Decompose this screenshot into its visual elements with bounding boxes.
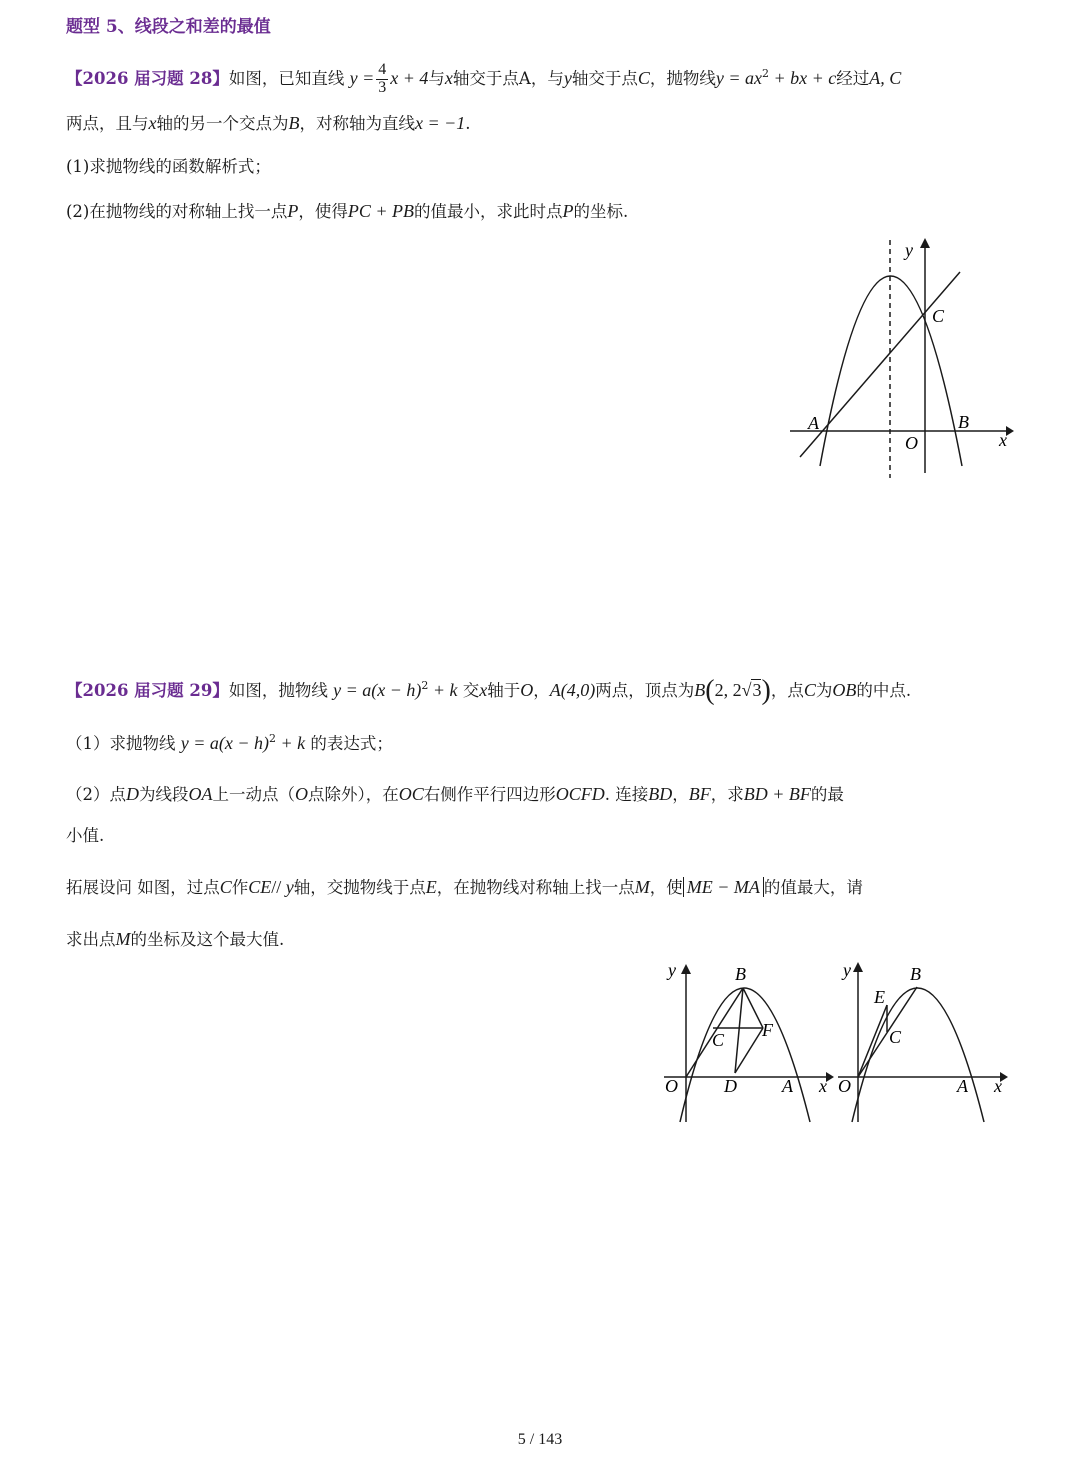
problem29-q1	[66, 733, 393, 755]
text: ，抛物线	[649, 68, 716, 88]
label-A: A	[782, 1076, 793, 1096]
problem28-line2	[66, 113, 471, 135]
math-B: B	[288, 113, 300, 133]
figure2-diagram	[660, 958, 840, 1128]
x-arrow-icon	[1006, 426, 1014, 436]
math-y: y	[563, 67, 572, 88]
math-vertex-form: y = a(x − h)	[333, 680, 422, 700]
problem28-q1: (1)求抛物线的函数解析式；	[66, 157, 271, 176]
label-O: O	[838, 1076, 851, 1096]
text: 上一动点（	[212, 785, 295, 804]
math-parabola-b: + bx + c	[768, 67, 837, 88]
math-C: C	[637, 67, 650, 88]
section-title: 题型 5、线段之和差的最值	[66, 17, 271, 37]
text: ，在抛物线对称轴上找一点	[436, 878, 635, 897]
text: ，对称轴为直线	[299, 114, 415, 133]
y-arrow-icon	[853, 962, 863, 972]
math-y-eq: y =	[349, 67, 375, 88]
math-OB: OB	[832, 680, 857, 700]
frac-den: 3	[378, 78, 387, 96]
problem28-q2	[66, 201, 628, 223]
label-B: B	[958, 412, 969, 432]
label-F: F	[762, 1020, 773, 1040]
math-B: B	[694, 680, 706, 700]
math-P: P	[287, 201, 299, 221]
text: 的最	[810, 785, 844, 804]
label-A: A	[957, 1076, 968, 1096]
sup-2: 2	[761, 66, 769, 80]
math-parabola: y = ax	[715, 67, 762, 88]
text: 的坐标及这个最大值.	[130, 930, 285, 949]
sup-2: 2	[269, 732, 277, 745]
sup-2: 2	[421, 679, 429, 692]
problem29-q2-line2: 小值.	[66, 826, 105, 845]
label-y: y	[668, 960, 676, 980]
y-arrow-icon	[920, 238, 930, 248]
math-BD-BF: BD + BF	[743, 784, 811, 804]
problem28-line1	[66, 62, 901, 97]
text: ，求	[710, 785, 744, 804]
math-P: P	[562, 201, 574, 221]
problem29-q2: （2）点D为线段OA上一动点（O点除外），在OC右侧作平行四边形OCFD. 连接BD，BF，求BD + BF的最	[66, 784, 844, 804]
text: 求出点	[66, 930, 116, 949]
page-number: 5 / 143	[517, 1431, 563, 1448]
label-x: x	[994, 1076, 1002, 1096]
label-B: B	[910, 964, 921, 984]
math-x: x	[444, 67, 453, 88]
text: 轴，交抛物线于点	[293, 878, 426, 897]
math-abs-ME-MA: ME − MA	[683, 877, 764, 897]
label-y: y	[905, 240, 913, 260]
text: 轴的另一个交点为	[156, 114, 289, 133]
segment-BD	[735, 988, 743, 1073]
text: 如图，抛物线	[228, 681, 328, 700]
problem29-line1: 【2026 届习题 29】如图，抛物线 $y = a(x - h)^2 + k$ 交x轴于O，A(4,0)两点，顶点为B(2, 2√3)，点C为OB的中点.	[66, 675, 912, 706]
text: 为线段	[139, 785, 189, 804]
math-x: x	[479, 680, 488, 700]
label-x: x	[819, 1076, 827, 1096]
problem28-tag: 【2026 届习题 28】	[66, 68, 229, 88]
text: 两点，顶点为	[595, 681, 695, 700]
math-OCFD: OCFD	[555, 784, 605, 804]
text: 轴于	[487, 681, 521, 700]
text: . 连接	[604, 785, 649, 804]
fraction-4-3	[376, 62, 388, 97]
problem29-tag: 【2026 届习题 29】	[66, 681, 229, 700]
math-BF: BF	[688, 784, 711, 804]
paren-open: (	[705, 675, 715, 706]
frac-num: 4	[378, 61, 387, 78]
text: 点除外），在	[308, 785, 399, 804]
text: 两点，且与	[66, 114, 149, 133]
math-E: E	[425, 877, 437, 897]
label-E: E	[874, 987, 885, 1007]
segment-BF	[743, 988, 763, 1028]
text: 交	[462, 681, 480, 700]
math-A-C: A, C	[869, 67, 902, 88]
problem29-extension: 拓展设问 如图，过点C作CE// y轴，交抛物线于点E，在抛物线对称轴上找一点M，使 ME − MA 的值最大，请	[66, 877, 863, 897]
text: .	[465, 114, 471, 133]
label-A: A	[808, 413, 819, 433]
math-O: O	[520, 680, 534, 700]
problem29-extension-line2	[66, 929, 284, 951]
sqrt-symbol: √	[741, 680, 752, 700]
text: 的表达式；	[310, 734, 393, 753]
text: ，使	[649, 878, 683, 897]
text: 如图，已知直线	[228, 68, 345, 88]
sqrt-radicand: 3	[752, 680, 762, 700]
label-C: C	[932, 306, 945, 326]
text: （1）求抛物线	[66, 734, 176, 753]
math-plus-k: + k	[428, 680, 458, 700]
figure1-diagram	[780, 235, 1020, 485]
label-O: O	[905, 433, 918, 453]
text: ，使得	[298, 202, 348, 221]
math-PC-PB: PC + PB	[347, 201, 415, 221]
math-axis-eq: x = −1	[415, 113, 466, 133]
line-AC	[800, 272, 960, 457]
text: 经过	[836, 68, 870, 88]
figure3-diagram	[835, 958, 1015, 1128]
text: ，点	[770, 681, 804, 700]
label-D: D	[724, 1076, 737, 1096]
text: 拓展设问 如图，过点	[66, 878, 220, 897]
math-BD: BD	[648, 784, 673, 804]
text: 右侧作平行四边形	[423, 785, 556, 804]
math-x: x	[148, 113, 157, 133]
math-D: D	[126, 784, 139, 804]
label-x: x	[999, 430, 1007, 450]
math-B-coord: 2, 2	[714, 680, 742, 700]
text: 的坐标.	[573, 202, 629, 221]
label-y: y	[843, 960, 851, 980]
text: 的值最小，求此时点	[414, 202, 563, 221]
parallel-symbol: //	[271, 877, 286, 897]
text: 的值最大，请	[763, 878, 863, 897]
math-C: C	[219, 877, 232, 897]
math-vertex-form: y = a(x − h)	[180, 733, 270, 753]
math-OA: OA	[188, 784, 213, 804]
math-OC: OC	[398, 784, 424, 804]
math-M: M	[634, 877, 650, 897]
math-A-point: A(4,0)	[549, 680, 596, 700]
math-M: M	[115, 929, 131, 949]
x-arrow-icon	[826, 1072, 834, 1082]
text: 轴交于点	[571, 68, 638, 88]
text: 为	[815, 681, 833, 700]
segment-OE	[858, 1005, 887, 1077]
text: 的中点.	[856, 681, 912, 700]
label-B: B	[735, 964, 746, 984]
math-plus-k: + k	[276, 733, 306, 753]
paren-close: )	[761, 675, 771, 706]
text: （2）点	[66, 785, 126, 804]
text: 轴交于点A，与	[452, 68, 564, 88]
label-C: C	[712, 1030, 725, 1050]
math-C: C	[803, 680, 816, 700]
math-y: y	[285, 877, 294, 897]
math-O: O	[295, 784, 308, 804]
y-arrow-icon	[681, 964, 691, 974]
text: 与	[428, 68, 445, 88]
math-CE: CE	[248, 877, 272, 897]
label-O: O	[665, 1076, 678, 1096]
text: (2)在抛物线的对称轴上找一点	[66, 202, 288, 221]
parabola-curve	[820, 276, 962, 466]
math-line-rest: x + 4	[390, 67, 429, 88]
label-C: C	[889, 1027, 902, 1047]
